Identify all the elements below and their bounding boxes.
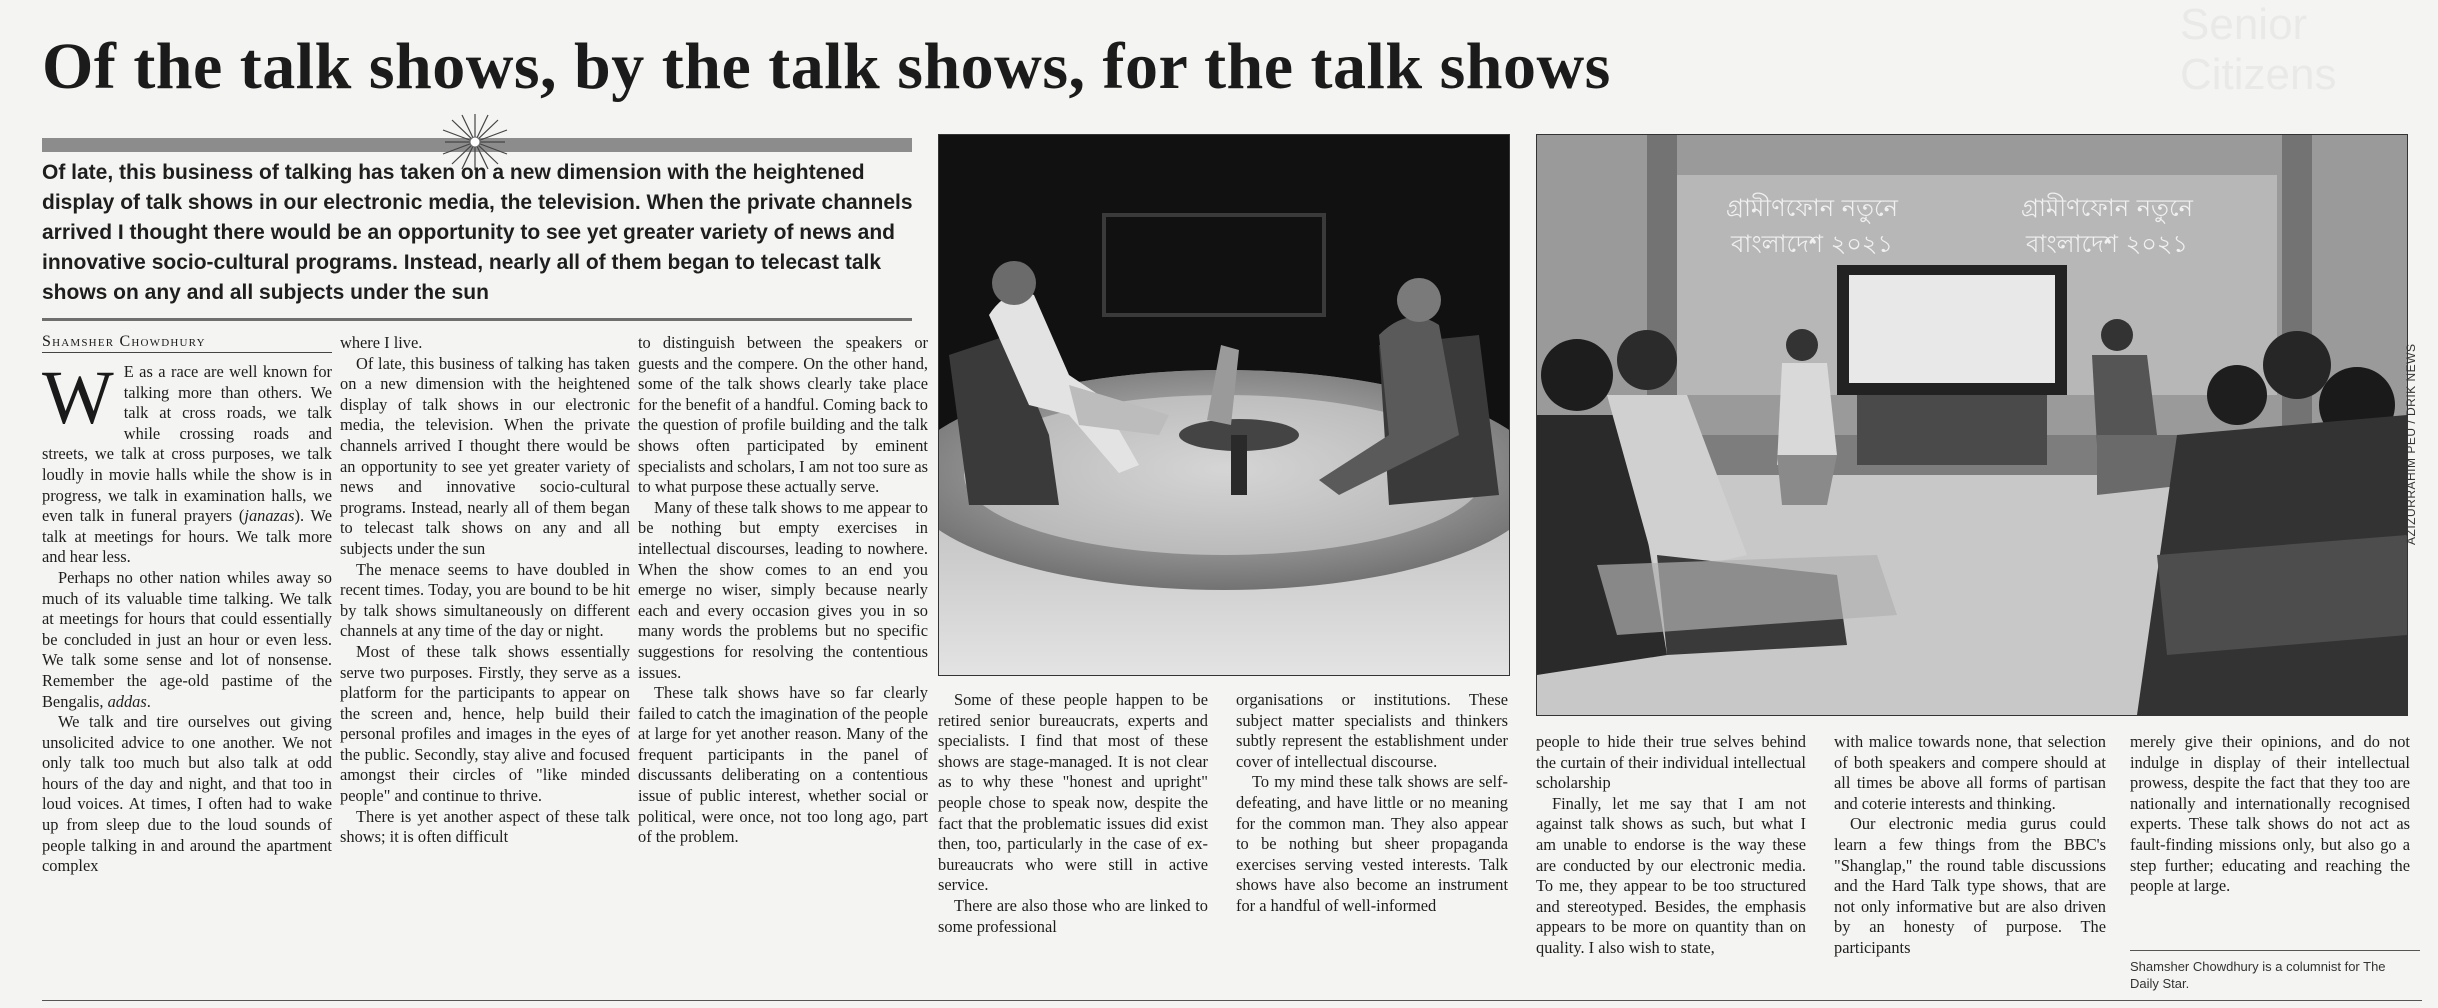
paragraph: to distinguish between the speakers or guests and the compere. On the other hand, some of the talk shows clearly take place for the benefit of a handful. Coming back to the question of profile building and the talk shows often participated by eminent specialists and scholars, I am not too sure as to what purpose these actually serve. (638, 333, 928, 497)
adjacent-page-ghost-text: Senior Citizens (2180, 0, 2337, 99)
article-column-8 (2130, 732, 2410, 897)
paragraph: organisations or institutions. These subject matter specialists and thinkers subtly represent the establishment under cover of intellectual discourse. (1236, 690, 1508, 771)
paragraph: people to hide their true selves behind the curtain of their individual intellectual scholarship (1536, 732, 1806, 793)
headline: Of the talk shows, by the talk shows, for the talk shows (42, 30, 1611, 103)
paragraph: W E as a race are well known for talking more than others. We talk at cross roads, we talk while crossing roads and streets, we talk at cross purposes, we talk loudly in movie halls while the show is in progress, we talk in examination halls, we even talk in funeral prayers (janazas). We talk at meetings for hours. We talk more and hear less. (42, 356, 332, 567)
paragraph: Our electronic media gurus could learn a few things from the BBC's "Shanglap," the round table discussions and the Hard Talk type shows, that are not only informative but are also driven by an honesty of purpose. The participants (1834, 814, 2106, 957)
photo-credit: AZIZURRAHIM PEU / DRIK NEWS (2404, 343, 2418, 545)
article-column-3 (638, 333, 928, 848)
paragraph: The menace seems to have doubled in recent times. Today, you are bound to be hit by talk shows simultaneously on different channels at any time of the day or night. (340, 559, 630, 641)
author-note-rule (2130, 950, 2420, 951)
paragraph: Perhaps no other nation whiles away so much of its valuable time talking. We talk at meetings for hours that could essentially be concluded in just an hour or even less. We talk some sense and lot of nonsense. Remember the age-old pastime of the Bengalis, addas. (42, 567, 332, 711)
paragraph: Of late, this business of talking has taken on a new dimension with the heightened display of talk shows in our electronic media, the television. When the private channels arrived I thought there would be an opportunity to see yet greater variety of news and innovative socio-cultural programs. Instead, nearly all of them began to telecast talk shows on any and all subjects under the sun (340, 353, 630, 558)
standfirst-deck: Of late, this business of talking has taken on a new dimension with the heightened display of talk shows in our electronic media, the television. When the private channels arrived I thought there would be an opportunity to see yet greater variety of news and innovative socio-cultural programs. Instead, nearly all of them began to telecast talk shows on any and all subjects under the sun (42, 161, 913, 304)
paragraph: To my mind these talk shows are self-defeating, and have little or no meaning for the common man. They also appear to be nothing but sheer propaganda exercises serving vested interests. Talk shows have also become an instrument for a handful of well-informed (1236, 772, 1508, 915)
paragraph: Most of these talk shows essentially serve two purposes. Firstly, they serve as a platform for the participants to appear on the screen and, hence, help build their personal profiles and images in the eyes of the public. Secondly, stay alive and focused amongst their circles of "like minded people" and continue to thrive. (340, 641, 630, 806)
author-note: Shamsher Chowdhury is a columnist for The Daily Star. (2130, 959, 2386, 991)
page-bottom-rule (42, 1000, 2422, 1001)
paragraph: where I live. (340, 333, 423, 352)
article-column-7 (1834, 732, 2106, 959)
paragraph: There is yet another aspect of these talk shows; it is often difficult (340, 806, 630, 847)
paragraph: We talk and tire ourselves out giving unsolicited advice to one another. We not only talk too much but also talk at odd hours of the day and night, and that too in loud voices. At times, I often had to wake up from sleep due to the loud sounds of people talking in and around the apartment complex (42, 712, 332, 876)
article-column-2 (340, 333, 630, 848)
paragraph: There are also those who are linked to some professional (938, 895, 1208, 936)
stage-banner-text-right: গ্রামীণফোন নতুনে বাংলাদেশ ২০২১ (2020, 194, 2194, 258)
paragraph: merely give their opinions, and do not indulge in display of their intellectual prowess, despite the fact that they too are nationally and internationally recognised experts. These talk shows do not act as fault-finding missions only, but also go a step further; educating and reaching the people at large. (2130, 732, 2410, 896)
byline-rule (42, 352, 332, 353)
deck-rule (42, 318, 912, 321)
article-column-5 (1236, 690, 1508, 917)
paragraph: Some of these people happen to be retired senior bureaucrats, experts and specialists. I find that most of these shows are stage-managed. It is not clear as to why these "honest and upright" people chose to speak now, despite the fact that the problematic issues did exist then, too, particularly in the case of ex-bureaucrats who were still in active service. (938, 690, 1208, 895)
article-column-1 (42, 356, 332, 877)
paragraph: Finally, let me say that I am not against talk shows as such, but what I am unable to endorse is the way these are conducted by our electronic media. To me, they appear to be too structured and stereotyped. Besides, the emphasis appears to be more on quantity than on quality. I also wish to state, (1536, 793, 1806, 957)
article-column-4 (938, 690, 1208, 937)
paragraph: Many of these talk shows to me appear to be nothing but empty exercises in intellectual discourses, leading to nowhere. When the show comes to an end you emerge no wiser, simply because nearly each and every occasion gives you in so many words the problems but no specific suggestions for resolving the contentious issues. (638, 497, 928, 682)
paragraph: with malice towards none, that selection of both speakers and compere should at all times be above all forms of partisan and coterie interests and thinking. (1834, 732, 2106, 813)
talk-show-studio-photo (938, 134, 1510, 676)
author-byline: Shamsher Chowdhury (42, 333, 206, 350)
article-column-6 (1536, 732, 1806, 959)
paragraph: These talk shows have so far clearly failed to catch the imagination of the people at large for yet another reason. Many of the frequent participants in the panel of discussants deliberating on a contentious issue of public interest, whether social or political, were once, not too long ago, part of the problem. (638, 683, 928, 847)
stage-banner-text-left: গ্রামীণফোন নতুনে বাংলাদেশ ২০২১ (1725, 194, 1899, 258)
drop-cap: W (42, 356, 114, 440)
audience-talk-show-photo (1536, 134, 2408, 716)
